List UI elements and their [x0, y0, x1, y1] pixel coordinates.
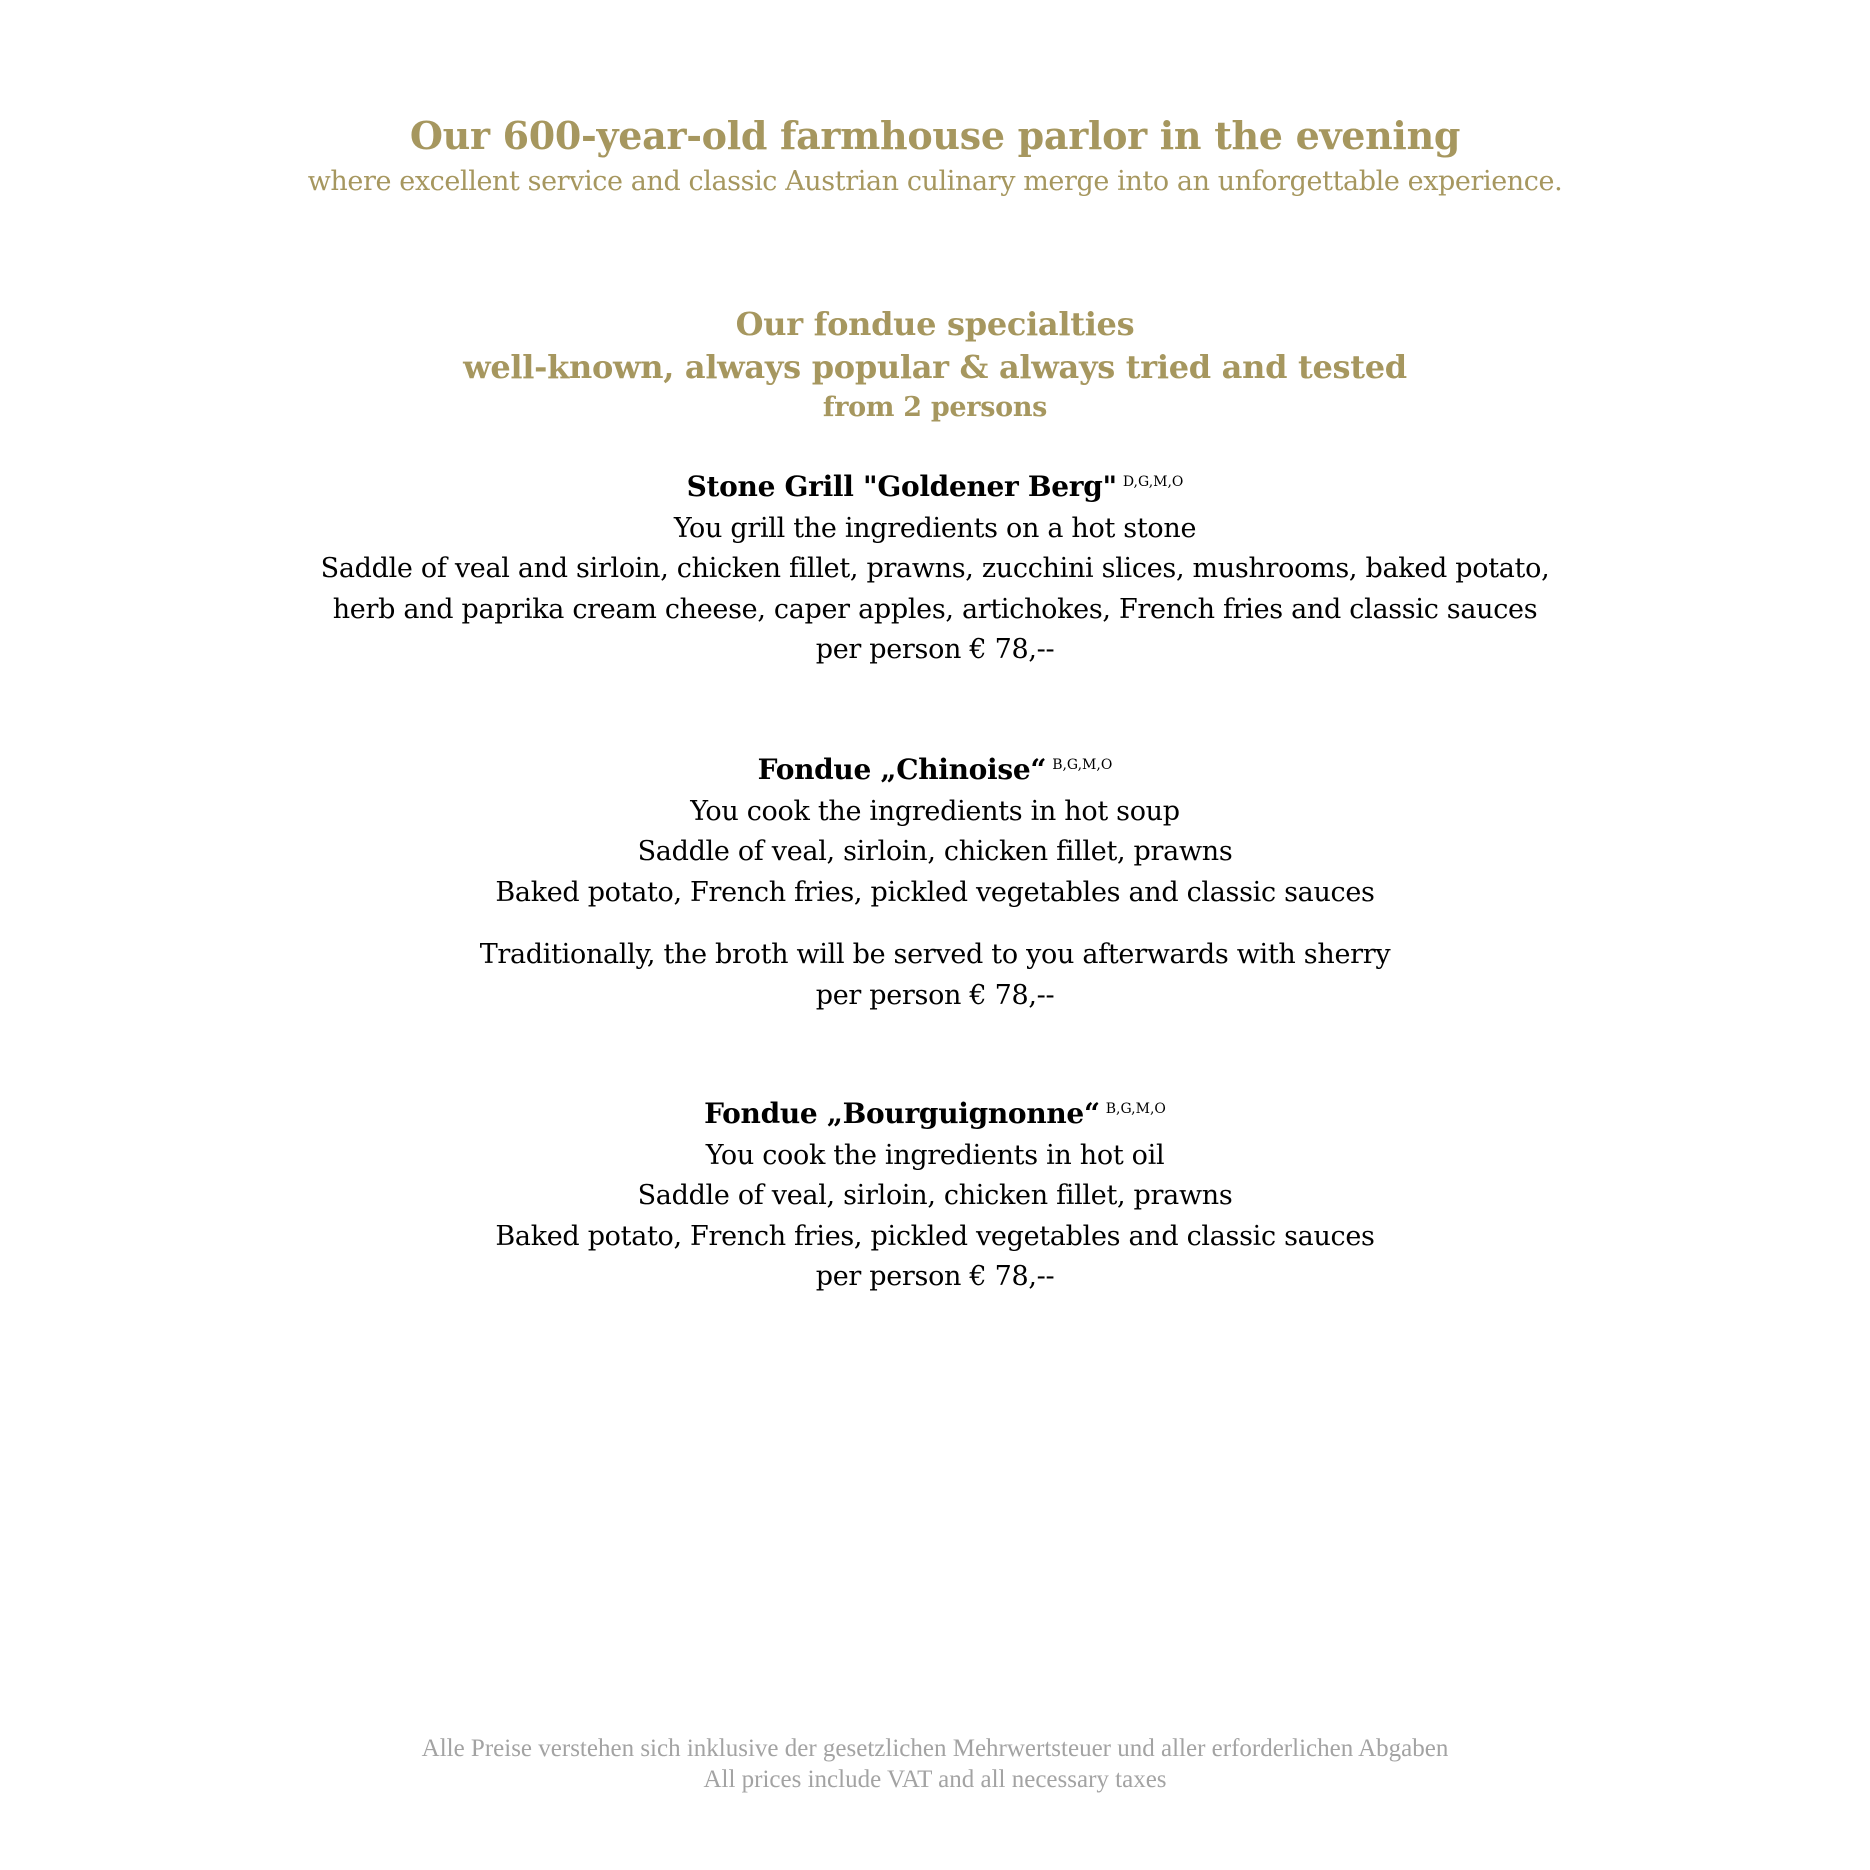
page-title-text: Our 600-year-old farmhouse parlor in the evening — [409, 113, 1461, 158]
menu-item-title — [0, 462, 1870, 509]
section-tagline: well-known, always popular & always tried and tested — [463, 348, 1407, 386]
menu-item-ingredients: Baked potato, French fries, pickled vegetables and classic sauces — [495, 876, 1375, 908]
tax-footer — [0, 1733, 1870, 1795]
menu-item-title — [0, 1089, 1870, 1136]
page-title — [0, 112, 1870, 160]
tax-note-german: Alle Preise verstehen sich inklusive der gesetzlichen Mehrwertsteuer und aller erforderlichen Abgaben — [421, 1735, 1449, 1762]
menu-item-ingredients: Saddle of veal, sirloin, chicken fillet, prawns — [637, 836, 1233, 867]
tax-note-english: All prices include VAT and all necessary taxes — [703, 1766, 1167, 1793]
section-heading — [0, 303, 1870, 427]
page-subtitle-text: where excellent service and classic Austrian culinary merge into an unforgettable experience. — [307, 166, 1563, 197]
allergen-codes: B,G,M,O — [1052, 757, 1113, 773]
menu-item-name: Fondue „Bourguignonne“ — [704, 1097, 1100, 1130]
menu-item-fondue-bourguignonne — [0, 1089, 1870, 1298]
menu-item-price: per person € 78,-- — [815, 979, 1055, 1011]
menu-item-ingredients: Saddle of veal and sirloin, chicken fillet, prawns, zucchini slices, mushrooms, baked potato, — [320, 553, 1550, 584]
spacer — [0, 913, 1870, 935]
page-subtitle — [0, 164, 1870, 200]
menu-item-ingredients: Saddle of veal, sirloin, chicken fillet, prawns — [637, 1180, 1233, 1211]
menu-item-method: You cook the ingredients in hot oil — [705, 1139, 1165, 1171]
menu-item-ingredients: herb and paprika cream cheese, caper apples, artichokes, French fries and classic sauces — [332, 593, 1538, 625]
section-note: from 2 persons — [822, 392, 1048, 423]
menu-item-extra-note: Traditionally, the broth will be served to you afterwards with sherry — [479, 939, 1391, 970]
menu-item-ingredients: Baked potato, French fries, pickled vegetables and classic sauces — [495, 1220, 1375, 1252]
menu-item-fondue-chinoise — [0, 745, 1870, 1016]
menu-item-name: Fondue „Chinoise“ — [757, 753, 1047, 786]
menu-item-method: You grill the ingredients on a hot stone — [673, 512, 1197, 544]
menu-item-name: Stone Grill "Goldener Berg" — [686, 470, 1117, 503]
allergen-codes: B,G,M,O — [1105, 1101, 1166, 1117]
menu-item-title — [0, 745, 1870, 792]
allergen-codes: D,G,M,O — [1122, 474, 1184, 490]
menu-item-price: per person € 78,-- — [815, 634, 1055, 665]
menu-item-method: You cook the ingredients in hot soup — [690, 795, 1180, 827]
menu-item-stone-grill — [0, 462, 1870, 671]
section-title: Our fondue specialties — [735, 305, 1135, 343]
menu-item-price: per person € 78,-- — [815, 1261, 1055, 1292]
